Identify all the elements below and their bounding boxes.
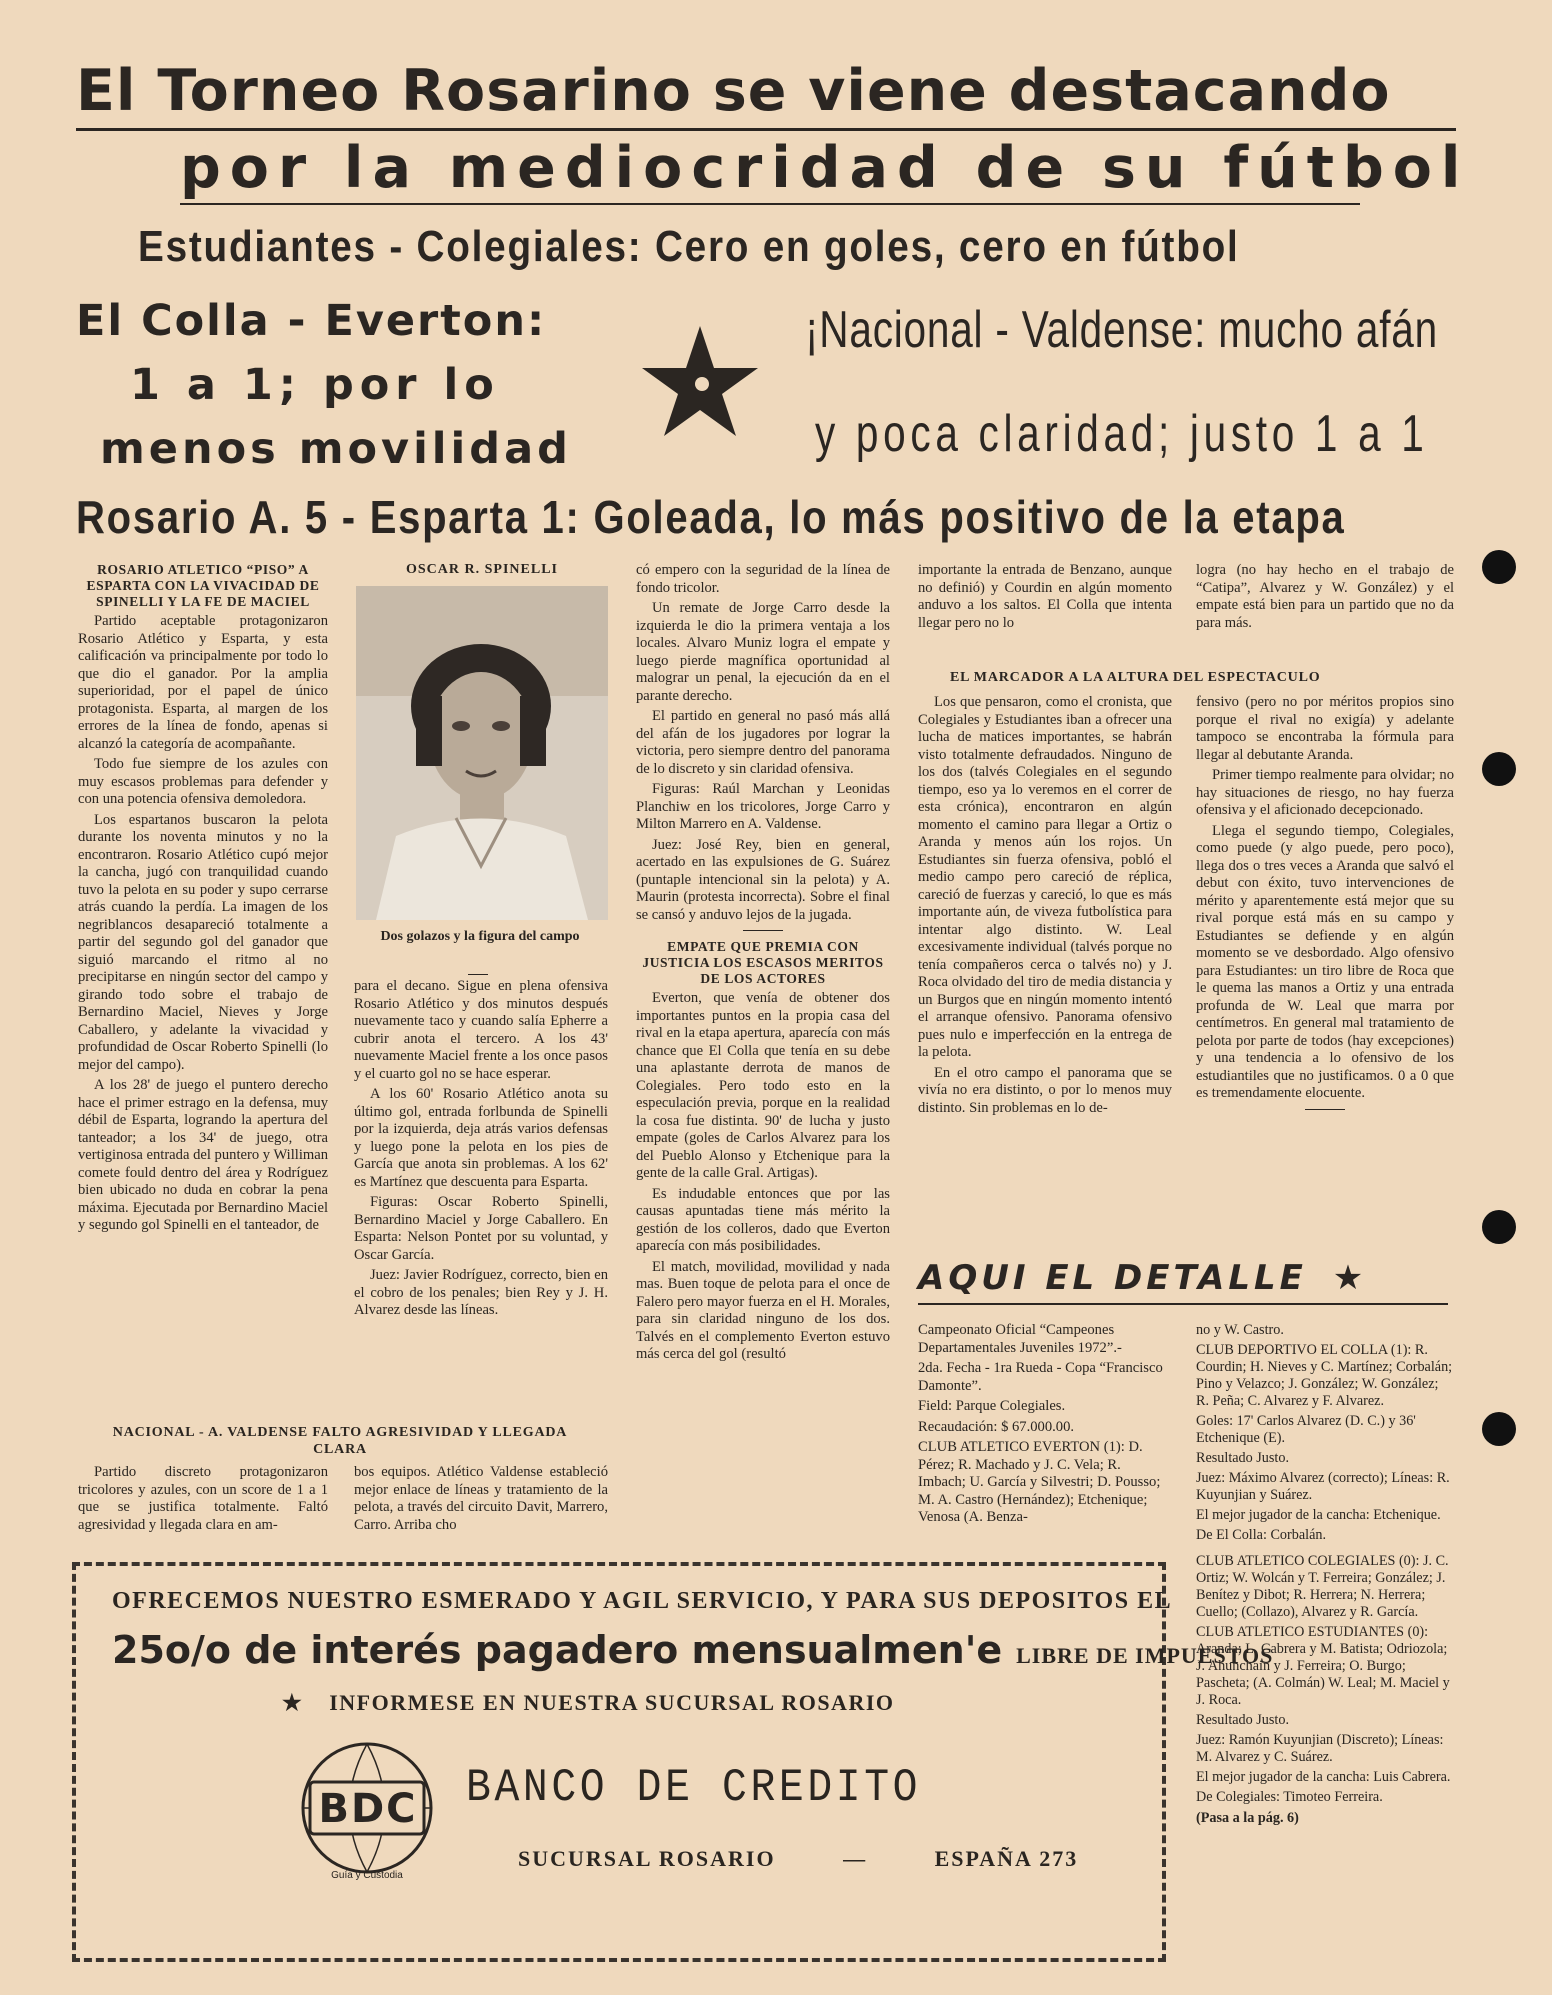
paragraph: En el otro campo el panorama que se vivía no era distinto, o por lo menos muy distinto. Sin problemas en lo de- xyxy=(918,1064,1172,1116)
rosario-subhead: ROSARIO ATLETICO “PISO” A ESPARTA CON LA VIVACIDAD DE SPINELLI Y LA FE DE MACIEL xyxy=(86,562,320,609)
binder-hole xyxy=(1482,752,1516,786)
everton-subhead: EMPATE QUE PREMIA CON JUSTICIA LOS ESCASOS MERITOS DE LOS ACTORES xyxy=(642,939,884,986)
article-column-2 xyxy=(354,978,608,1323)
paragraph: Primer tiempo realmente para olvidar; no hay situaciones de riesgo, no hay fuerza ofensiva y el aficionado decepcionado. xyxy=(1196,767,1454,818)
paragraph: Llega el segundo tiempo, Colegiales, como puede (y algo puede, pero poco), llega dos o tres veces a Aranda que salvó el debut con éxito, tuvo intervenciones de mérito y aparentemente está mejor que su rival porque está más en su campo y Estudiantes se defiende y en algún momento se ve desbordado. Algo ofensivo para Estudiantes: un tiro libre de Roca que le quema las manos a Ortiz y una entrada profunda de W. Leal que marra por centímetros. En general mal tratamiento de pelota por parte de todos (hay excepciones) y una tendencia a lo ofensivo de los estudiantiles que no justificamos. 0 a 0 que es tremendamente elocuente. xyxy=(1196,822,1454,1101)
headline-rosario: Rosario A. 5 - Esparta 1: Goleada, lo más positivo de la etapa xyxy=(76,491,1346,543)
star-icon: ★ xyxy=(1332,1258,1368,1298)
paragraph: Es indudable entonces que por las causas apuntadas tiene más mérito la gestión de los colleros, dado que Everton aparecía con más posibilidades. xyxy=(636,1185,890,1254)
detalle-rule xyxy=(918,1303,1448,1305)
detalle-line: Juez: Máximo Alvarez (correcto); Líneas: R. Kuyunjian y Suárez. xyxy=(1196,1470,1450,1503)
detalle-title-text: AQUI EL DETALLE xyxy=(918,1258,1307,1298)
paragraph: logra (no hay hecho en el trabajo de “Catipa”, Alvarez y W. González) y el empate está bien para un partido que no da para más. xyxy=(1196,562,1454,631)
paragraph: bos equipos. Atlético Valdense estableció mejor enlace de líneas y tratamiento de la pelota, a través del circuito Davit, Marrero, Carro. Arriba cho xyxy=(354,1464,608,1533)
bdc-logo xyxy=(292,1736,442,1886)
branch-dash: — xyxy=(843,1846,868,1871)
detalle-line: CLUB DEPORTIVO EL COLLA (1): R. Courdin; H. Nieves y C. Martínez; Corbalán; Pino y Velazco; J. González; W. González; R. Peña; C. Alvarez y F. Alvarez. xyxy=(1196,1342,1453,1409)
paragraph: Figuras: Raúl Marchan y Leonidas Planchiw en los tricolores, Jorge Carro y Milton Marrero en A. Valdense. xyxy=(636,781,890,832)
star-icon: ★ xyxy=(282,1690,304,1715)
article-column-4-top xyxy=(918,562,1172,635)
headline-nacional-2: y poca claridad; justo 1 a 1 xyxy=(815,405,1429,463)
article-column-5 xyxy=(1196,694,1454,1116)
nacional-column-b xyxy=(354,1464,608,1537)
detalle-line: Field: Parque Colegiales. xyxy=(918,1398,1066,1414)
paragraph: Partido discreto protagonizaron tricolores y azules, con un score de 1 a 1 que se justifica totalmente. Faltó agresividad y llegada clara en am- xyxy=(78,1464,328,1533)
marcador-subhead: EL MARCADOR A LA ALTURA DEL ESPECTACULO xyxy=(950,670,1321,685)
ad-line-2 xyxy=(112,1628,1273,1672)
logo-subtext: Guía y Custodia xyxy=(331,1870,403,1881)
detalle-column-a xyxy=(918,1322,1170,1530)
headline-nacional-1: ¡Nacional - Valdense: mucho afán xyxy=(805,301,1438,359)
paragraph: El partido en general no pasó más allá del afán de los jugadores por lograr la victoria, pero siempre dentro del panorama de lo discreto y sin claridad ofensiva. xyxy=(636,708,890,777)
paragraph: Everton, que venía de obtener dos importantes puntos en la propia casa del rival en la etapa apertura, aparecía con más chance que El Colla que tenía en su debe una aplastante derrota de manos de Colegiales. Pero todo esto en la especulación previa, porque en la realidad la cosa fue distinta. 90' de lucha y justo empate (goles de Carlos Alvarez para los del Pueblo Alonso y Etchenique para la gente de la calle Gral. Artigas). xyxy=(636,990,890,1181)
article-column-5-top xyxy=(1196,562,1454,635)
spinelli-photo xyxy=(356,586,608,920)
detalle-line: CLUB ATLETICO COLEGIALES (0): J. C. Ortiz; W. Wolcán y T. Ferreira; González; J. Benítez y Dibot; R. Herrera; N. Herrera; Cuello; (Collazo), Alvarez y R. García. xyxy=(1196,1553,1449,1620)
caption-divider xyxy=(468,974,488,975)
headline-colla-1: El Colla - Everton: xyxy=(76,296,547,346)
detalle-line: De Colegiales: Timoteo Ferreira. xyxy=(1196,1789,1383,1805)
paragraph: A los 28' de juego el puntero derecho hace el primer estrago en la defensa, muy débil de Esparta, logrando la apertura del tanteador; a los 34' de juego, otra vertiginosa entrada del puntero y Williman comete fould dentro del área y Rodríguez bien ubicado no duda en cobrar la pena máxima. Ejecutada por Bernardino Maciel y segundo gol Spinelli en el tanteador, de xyxy=(78,1077,329,1233)
detalle-line: El mejor jugador de la cancha: Luis Cabrera. xyxy=(1196,1769,1451,1785)
headline-estudiantes: Estudiantes - Colegiales: Cero en goles, cero en fútbol xyxy=(138,222,1240,271)
section-divider xyxy=(1305,1109,1345,1110)
headline-rule xyxy=(76,128,1456,131)
headline-colla-2: 1 a 1; por lo xyxy=(130,360,500,410)
detalle-line: 2da. Fecha - 1ra Rueda - Copa “Francisco Damonte”. xyxy=(918,1360,1163,1394)
detalle-column-b xyxy=(1196,1322,1454,1830)
detalle-title xyxy=(918,1258,1367,1298)
bank-name: BANCO DE CREDITO xyxy=(466,1762,922,1814)
paragraph: Partido aceptable protagonizaron Rosario Atlético y Esparta, y esta calificación va principalmente por todo lo que dio el ganador. Por la amplia superioridad, por el papel de único protagonista. Esparta, al margen de los errores de la línea de fondo, apenas si alcanzó la categoría de acompañante. xyxy=(78,613,328,752)
binder-hole xyxy=(1482,1210,1516,1244)
paragraph: Todo fue siempre de los azules con muy escasos problemas para defender y con una potencia ofensiva demoledora. xyxy=(78,756,328,807)
logo-letters: BDC xyxy=(318,1786,418,1832)
detalle-line: Resultado Justo. xyxy=(1196,1712,1290,1728)
ad-inform: INFORMESE EN NUESTRA SUCURSAL ROSARIO xyxy=(329,1690,895,1715)
detalle-line: CLUB ATLETICO EVERTON (1): D. Pérez; R. Machado y J. C. Vela; R. Imbach; U. García y Silvestri; D. Pousso; M. A. Castro (Hernández); Etchenique; Venosa (A. Benza- xyxy=(918,1439,1161,1525)
detalle-line: CLUB ATLETICO ESTUDIANTES (0): Aranda; L. Cabrera y M. Batista; Odriozola; J. Ahunchain y J. Ferreira; O. Burgo; Pascheta; (A. Colmán) W. Leal; M. Maciel y J. Roca. xyxy=(1196,1624,1450,1708)
photo-title: OSCAR R. SPINELLI xyxy=(406,562,558,577)
detalle-line: Juez: Ramón Kuyunjian (Discreto); Líneas: M. Alvarez y C. Suárez. xyxy=(1196,1732,1444,1765)
paragraph: Los espartanos buscaron la pelota durante los noventa minutos y no la encontraron. Rosario Atlético cupó mejor la cancha, jugó con tranquilidad cuando tuvo la pelota en su poder y supo cerrarse atrás cuando la perdía. La imagen de los negriblancos desapareció totalmente a partir del segundo gol del ganador que siguió marcando el ritmo al no precipitarse en ningún sector del campo y girando todo sobre el trabajo de Bernardino Maciel, Nieves y Jorge Caballero, y adelante la vivacidad y profundidad de Oscar Roberto Spinelli (lo mejor del campo). xyxy=(78,811,328,1073)
paragraph: Juez: Javier Rodríguez, correcto, bien en el cobro de los penales; bien Rey y J. H. Alvarez desde las líneas. xyxy=(354,1267,608,1318)
paragraph: có empero con la seguridad de la línea de fondo tricolor. xyxy=(636,562,890,596)
paragraph: importante la entrada de Benzano, aunque no definió) y Courdin en algún momento anduvo a los saltos. El Colla que intenta llegar pero no lo xyxy=(918,562,1172,631)
detalle-line: Goles: 17' Carlos Alvarez (D. C.) y 36' Etchenique (E). xyxy=(1196,1413,1416,1446)
article-column-3 xyxy=(636,562,890,1367)
nacional-subhead: NACIONAL - A. VALDENSE FALTO AGRESIVIDAD Y LLEGADA CLARA xyxy=(112,1425,568,1457)
detalle-line: Campeonato Oficial “Campeones Departamentales Juveniles 1972”.- xyxy=(918,1322,1122,1356)
section-divider xyxy=(743,930,783,931)
nacional-column-a xyxy=(78,1464,328,1537)
article-column-4 xyxy=(918,694,1172,1120)
continued-note: (Pasa a la pág. 6) xyxy=(1196,1810,1299,1826)
article-column-1 xyxy=(78,562,328,1238)
detalle-line: no y W. Castro. xyxy=(1196,1322,1284,1338)
paragraph: Los que pensaron, como el cronista, que Colegiales y Estudiantes iban a ofrecer una lucha de matices importantes, se habrán visto totalmente defraudados. Ninguno de los dos (talvés Colegiales en el segundo tiempo, eso ya lo veremos en el correr de esta crónica), encontraron en algún momento el camino para llegar a Ortiz o Aranda y menos aún los rojos. Un Estudiantes sin fuerza ofensiva, pobló el medio campo pero careció de réplica, careció de fuerzas y careció, lo que es más importante aún, de viveza futbolística para intentar algo distinto. W. Leal excesivamente individual (talvés porque no tenía compañeros cerca o talvés no) y J. Roca olvidado del tiro de media distancia y un Burgos que en ningún momento intentó el arranque ofensivo. Panorama ofensivo pues nulo e imperfección en la entrega de la pelota. xyxy=(918,694,1172,1060)
detalle-line: Resultado Justo. xyxy=(1196,1450,1290,1466)
headline-colla-3: menos movilidad xyxy=(100,424,572,474)
ad-line-1: OFRECEMOS NUESTRO ESMERADO Y AGIL SERVICIO, Y PARA SUS DEPOSITOS EL xyxy=(112,1588,1173,1614)
branch-name: SUCURSAL ROSARIO xyxy=(518,1846,776,1871)
paragraph: A los 60' Rosario Atlético anota su último gol, entrada forlbunda de Spinelli por la izquierda, deja atrás varios defensas y luego pone la pelota en los pies de García que anota sin problemas. A los 62' es Martínez que descuenta para Esparta. xyxy=(354,1086,608,1190)
paragraph: fensivo (pero no por méritos propios sino porque el rival no exigía) y adelante tampoco se encontraba la fórmula para llegar al debutante Aranda. xyxy=(1196,694,1454,763)
star-icon xyxy=(640,322,760,442)
binder-hole xyxy=(1482,1412,1516,1446)
branch-line xyxy=(518,1846,1078,1872)
ad-tax-free: LIBRE DE IMPUESTOS xyxy=(1016,1643,1274,1668)
photo-caption: Dos golazos y la figura del campo xyxy=(380,929,580,944)
binder-hole xyxy=(1482,550,1516,584)
branch-address: ESPAÑA 273 xyxy=(934,1846,1079,1871)
paragraph: Un remate de Jorge Carro desde la izquierda le dio la primera ventaja a los locales. Alvaro Muniz logra el empate y luego pierde magnífica oportunidad al malograr un penal, la ejecución da en el parante derecho. xyxy=(636,600,890,704)
ad-line-3 xyxy=(282,1690,895,1716)
paragraph: Juez: José Rey, bien en general, acertado en las expulsiones de G. Suárez (puntaple intencional sin la pelota) y A. Maurin (protesta incorrecta). Sobre el final se cansó y anduvo lejos de la jugada. xyxy=(636,836,890,923)
ad-interest: 25o/o de interés pagadero mensualmen'e xyxy=(112,1628,1003,1672)
headline-line1: El Torneo Rosarino se viene destacando xyxy=(76,58,1391,124)
headline-line2: por la mediocridad de su fútbol xyxy=(180,135,1470,201)
detalle-line: El mejor jugador de la cancha: Etchenique. xyxy=(1196,1507,1441,1523)
paragraph: El match, movilidad, movilidad y nada mas. Buen toque de pelota para el once de Falero pero mayor fuerza en el H. Morales, para sin claridad ninguno de los dos. Talvés en el complemento Everton estuvo más cerca del gol (resultó xyxy=(636,1258,890,1362)
headline-rule-2 xyxy=(180,203,1360,205)
detalle-line: Recaudación: $ 67.000.00. xyxy=(918,1418,1075,1435)
detalle-line: De El Colla: Corbalán. xyxy=(1196,1527,1327,1543)
paragraph: para el decano. Sigue en plena ofensiva Rosario Atlético y dos minutos después nuevamente taco y cuando salía Epherre a cubrir anota el tercero. A los 43' nuevamente Maciel frente a los once pasos y el cuarto gol no se hace esperar. xyxy=(354,978,608,1082)
paragraph: Figuras: Oscar Roberto Spinelli, Bernardino Maciel y Jorge Caballero. En Esparta: Nelson Pontet por su voluntad, y Oscar García. xyxy=(354,1194,608,1263)
